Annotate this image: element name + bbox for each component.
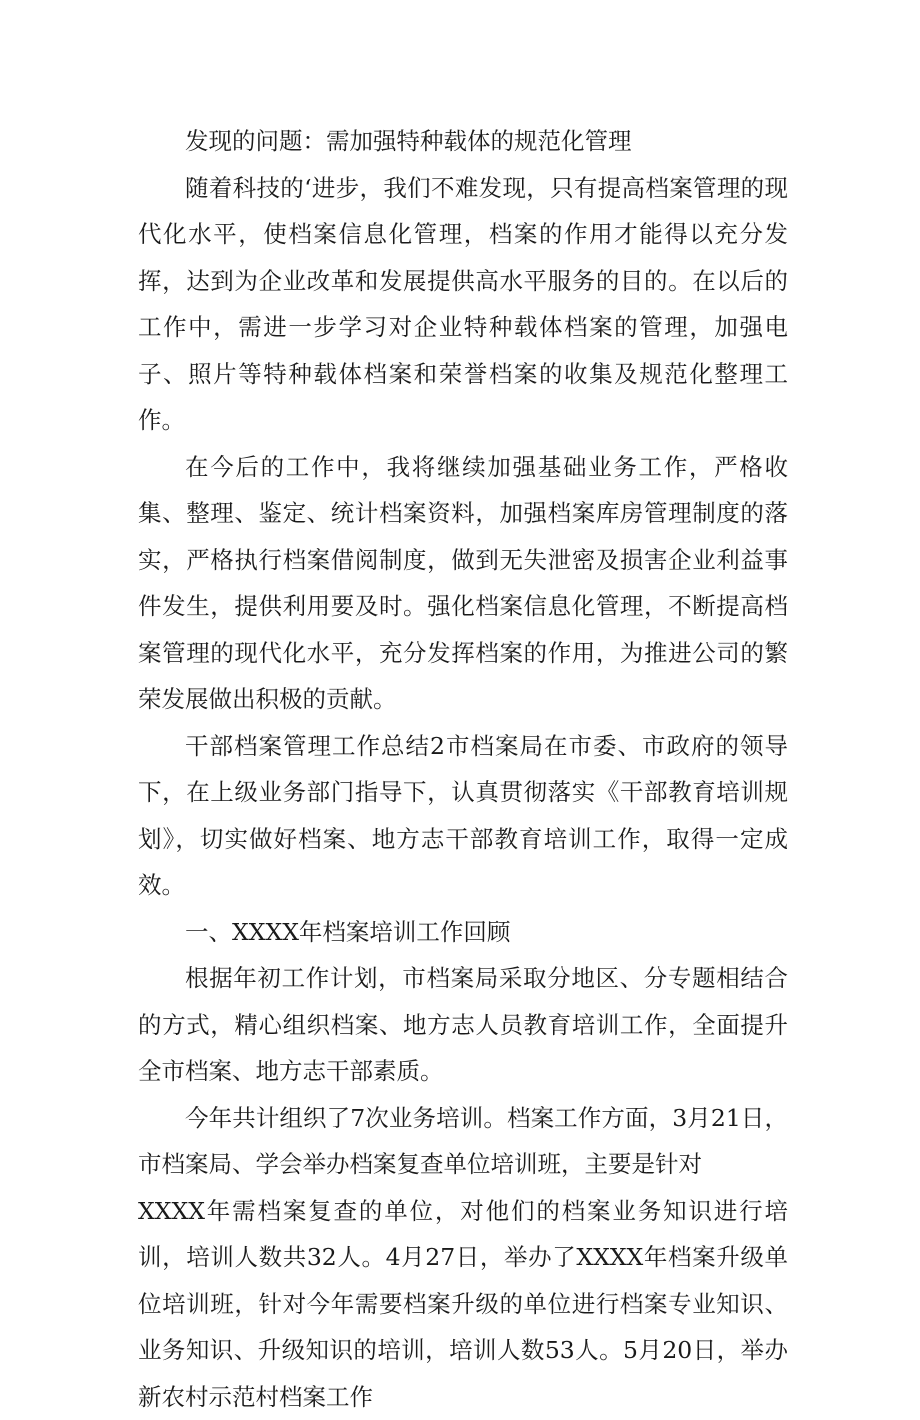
- paragraph-training-count: 今年共计组织了7次业务培训。档案工作方面，3月21日，市档案局、学会举办档案复查单位培训班，主要是针对: [138, 1095, 788, 1188]
- paragraph-training-details: XXXX年需档案复查的单位，对他们的档案业务知识进行培训，培训人数共32人。4月27日，举办了XXXX年档案升级单位培训班，针对今年需要档案升级的单位进行档案专业知识、业务知识、升级知识的培训，培训人数53人。5月20日，举办新农村示范村档案工作: [138, 1188, 788, 1420]
- paragraph-tech-progress: 随着科技的‘进步，我们不难发现，只有提高档案管理的现代化水平，使档案信息化管理，档案的作用才能得以充分发挥，达到为企业改革和发展提供高水平服务的目的。在以后的工作中，需进一步学习对企业特种载体档案的管理，加强电子、照片等特种载体档案和荣誉档案的收集及规范化整理工作。: [138, 165, 788, 444]
- paragraph-plan: 根据年初工作计划，市档案局采取分地区、分专题相结合的方式，精心组织档案、地方志人员教育培训工作，全面提升全市档案、地方志干部素质。: [138, 955, 788, 1095]
- paragraph-future-work: 在今后的工作中，我将继续加强基础业务工作，严格收集、整理、鉴定、统计档案资料，加强档案库房管理制度的落实，严格执行档案借阅制度，做到无失泄密及损害企业利益事件发生，提供利用要及时。强化档案信息化管理，不断提高档案管理的现代化水平，充分发挥档案的作用，为推进公司的繁荣发展做出积极的贡献。: [138, 444, 788, 723]
- problem-heading: 发现的问题：需加强特种载体的规范化管理: [138, 118, 788, 165]
- document-body: [138, 118, 788, 1420]
- paragraph-summary-2: 干部档案管理工作总结2市档案局在市委、市政府的领导下，在上级业务部门指导下，认真贯彻落实《干部教育培训规划》，切实做好档案、地方志干部教育培训工作，取得一定成效。: [138, 723, 788, 909]
- section-heading-review: 一、XXXX年档案培训工作回顾: [138, 909, 788, 956]
